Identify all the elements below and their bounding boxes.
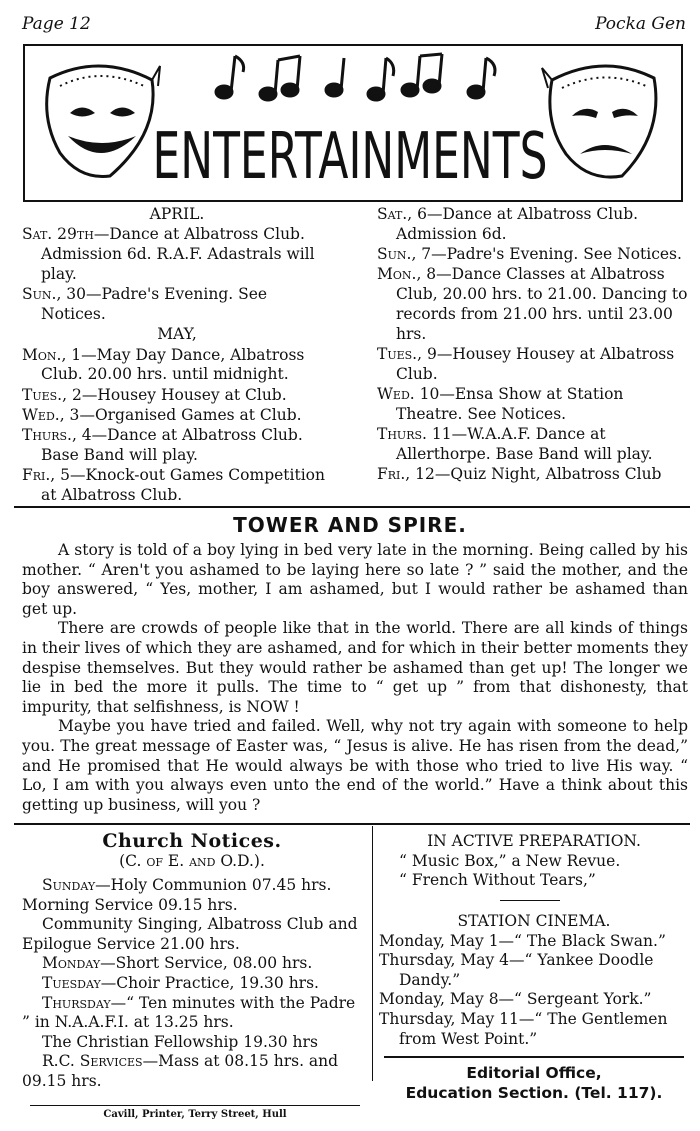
paragraph: Maybe you have tried and failed. Well, why not try again with someone to help you. The great message of Easter was, “ Jesus is alive. He has risen from the dead,” and He promised that He would always be with those who tried to live His way. “ Lo, I am with you always even unto the end of the world.” Have a think about this getting up business, will you ? [22, 717, 688, 814]
church-item [22, 974, 362, 994]
event-text: —Organised Games at Club. [79, 405, 302, 424]
event-day: Tues., 2 [22, 385, 82, 404]
church-text: —Holy Communion 07.45 hrs. Morning Service 09.15 hrs. [22, 876, 332, 914]
divider [14, 506, 690, 508]
church-text: The Christian Fellowship 19.30 hrs [42, 1032, 318, 1051]
month-heading: MAY, [157, 325, 197, 344]
column-divider [372, 826, 373, 1081]
tragedy-mask-icon [540, 58, 665, 183]
event-day: Tues., 9 [377, 345, 437, 364]
cinema-section [379, 912, 689, 1049]
event-text: —Housey Housey at Albatross Club. [396, 345, 675, 383]
event-text: —May Day Dance, Albatross Club. 20.00 hrs. until midnight. [41, 345, 305, 384]
list-item: “ Music Box,” a New Revue. [399, 851, 621, 870]
church-text: —Mass at 08.15 hrs. and 09.15 hrs. [22, 1052, 339, 1090]
event-item [377, 265, 688, 344]
event-item [377, 345, 688, 385]
event-item [22, 386, 332, 406]
event-day: Sun., 7 [377, 245, 432, 264]
event-text: —Knock-out Games Competition at Albatross Club. [41, 466, 325, 505]
entertainments-left-column [22, 205, 332, 506]
event-item [377, 465, 688, 485]
tower-and-spire-body [22, 541, 688, 815]
event-day: Fri., 12 [377, 465, 435, 484]
church-item [22, 915, 362, 954]
event-item [22, 406, 332, 426]
event-text: —Housey Housey at Club. [81, 385, 287, 404]
event-item [22, 225, 332, 284]
event-item [22, 426, 332, 466]
church-item [22, 1033, 362, 1053]
event-text: —Padre's Evening. See Notices. [41, 285, 268, 323]
church-text: —Choir Practice, 19.30 hrs. [100, 973, 319, 992]
church-day: Thursday [42, 993, 111, 1012]
printer-credit: Cavill, Printer, Terry Street, Hull [30, 1105, 360, 1120]
editorial-office [384, 1063, 684, 1103]
event-day: Thurs. 11 [377, 425, 452, 444]
event-text: —Dance at Albatross Club. Admission 6d. [396, 205, 639, 243]
list-item: “ French Without Tears,” [399, 871, 596, 890]
church-item [22, 876, 362, 915]
list-item: Monday, May 1—“ The Black Swan.” [379, 931, 666, 950]
list-item: Thursday, May 4—“ Yankee Doodle Dandy.” [379, 951, 654, 989]
list-item: Monday, May 8—“ Sergeant York.” [379, 990, 652, 1009]
event-day: Sat. 29th [22, 225, 94, 244]
church-notices-subtitle: (C. of E. and O.D.). [119, 852, 265, 870]
event-item [377, 245, 688, 265]
list-item: Thursday, May 11—“ The Gentlemen from West Point.” [379, 1009, 668, 1048]
month-heading: APRIL. [149, 205, 205, 223]
event-day: Wed., 3 [22, 405, 80, 424]
tower-and-spire-title: TOWER AND SPIRE. [233, 513, 467, 537]
church-day: Monday [42, 954, 101, 973]
event-day: Mon., 8 [377, 265, 437, 284]
event-day: Sat., 6 [377, 205, 427, 223]
preparation-section [379, 832, 689, 891]
event-text: —Padre's Evening. See Notices. [431, 245, 682, 264]
divider [384, 1056, 684, 1058]
entertainments-right-column [377, 205, 688, 486]
svg-text:ENTERTAINMENTS: ENTERTAINMENTS [152, 120, 548, 194]
editorial-line: Education Section. (Tel. 117). [405, 1084, 663, 1102]
event-text: —W.A.A.F. Dance at Allerthorpe. Base Band will play. [396, 425, 653, 464]
church-item [22, 1052, 362, 1091]
event-day: Thurs., 4 [22, 426, 92, 445]
event-text: —Dance at Albatross Club. Admission 6d. R.A.F. Adastrals will play. [41, 225, 315, 283]
event-text: —Dance Classes at Albatross Club, 20.00 hrs. to 21.00. Dancing to records from 21.00 hrs. until 23.00 hrs. [396, 265, 688, 343]
church-item [22, 994, 362, 1033]
church-text: Community Singing, Albatross Club and Epilogue Service 21.00 hrs. [22, 915, 358, 953]
church-text: —“ Ten minutes with the Padre ” in N.A.A.F.I. at 13.25 hrs. [22, 993, 356, 1032]
church-day: Tuesday [42, 973, 101, 992]
paragraph: There are crowds of people like that in the world. There are all kinds of things in their lives of which they are ashamed, and for which in their better moments they despise themselves. But they would rather be ashamed than get up! The longer we lie in bed the more it pulls. The time to “ get up ” from that dishonesty, that impurity, that selfishness, is NOW ! [22, 619, 688, 716]
preparation-title: IN ACTIVE PREPARATION. [427, 832, 641, 850]
editorial-line: Editorial Office, [466, 1064, 602, 1082]
event-text: —Ensa Show at Station Theatre. See Notices. [396, 385, 624, 423]
event-item [22, 346, 332, 386]
event-item [377, 385, 688, 425]
event-text: —Quiz Night, Albatross Club [434, 465, 662, 484]
entertainments-title [150, 96, 550, 194]
paragraph: A story is told of a boy lying in bed very late in the morning. Being called by his mother. “ Aren't you ashamed to be laying here so late ? ” said the mother, and the boy answered, “ Yes, mother, I am ashamed, but I would rather be ashamed than get up. [22, 541, 688, 618]
cinema-title: STATION CINEMA. [457, 912, 611, 930]
event-day: Fri., 5 [22, 466, 71, 485]
church-item [22, 954, 362, 974]
event-item [377, 205, 688, 245]
event-day: Mon., 1 [22, 345, 82, 364]
event-day: Sun., 30 [22, 285, 87, 304]
event-item [22, 285, 332, 325]
page-number: Page 12 [22, 14, 91, 34]
divider [14, 823, 690, 825]
event-item [377, 425, 688, 465]
church-text: —Short Service, 08.00 hrs. [100, 954, 313, 973]
event-text: —Dance at Albatross Club. Base Band will play. [41, 426, 303, 465]
comedy-mask-icon [40, 58, 160, 183]
publication-name: Pocka Gen [595, 14, 686, 34]
church-day: R.C. Services [42, 1052, 143, 1071]
church-notices-title: Church Notices. [102, 830, 282, 852]
event-item [22, 466, 332, 506]
event-day: Wed. 10 [377, 385, 440, 404]
short-divider [500, 900, 560, 901]
church-day: Sunday [42, 876, 96, 894]
church-notices-list [22, 876, 362, 1092]
